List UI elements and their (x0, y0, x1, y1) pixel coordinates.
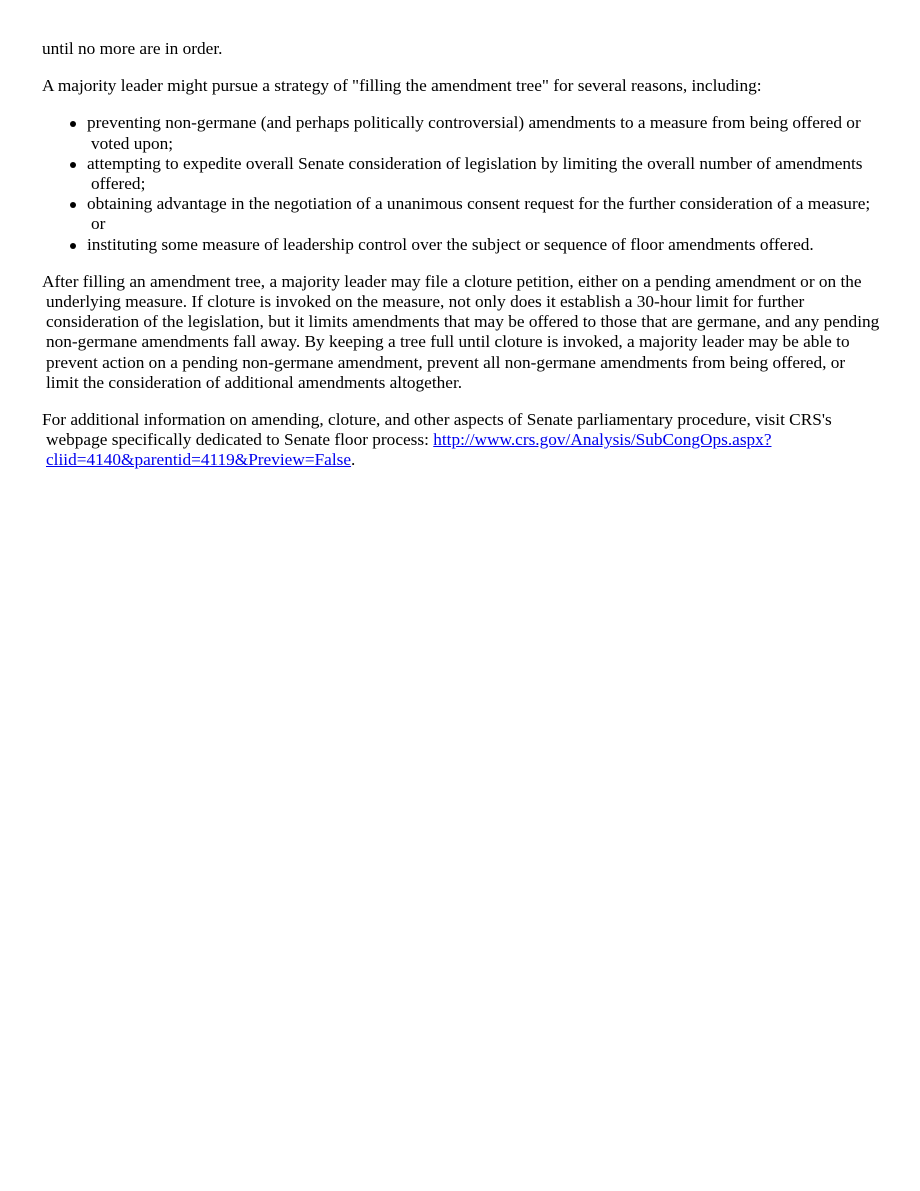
additional-info-suffix: . (351, 450, 356, 470)
bullet-icon (70, 121, 76, 127)
list-item (87, 235, 882, 255)
list-item (87, 194, 882, 234)
additional-info-paragraph (42, 410, 882, 471)
reasons-list (42, 113, 882, 254)
list-item-text: obtaining advantage in the negotiation of a unanimous consent request for the further consideration of a measure; or (87, 194, 871, 234)
crs-floor-process-link[interactable]: http://www.crs.gov/Analysis/SubCongOps.aspx?cliid=4140&parentid=4119&Preview=False (46, 430, 772, 470)
list-item (87, 154, 882, 194)
additional-info-text: For additional information on amending, cloture, and other aspects of Senate parliamentary procedure, visit CRS's webpage specifically dedicated to Senate floor process: (42, 410, 832, 450)
list-item-text: preventing non-germane (and perhaps politically controversial) amendments to a measure from being offered or voted upon; (87, 113, 861, 153)
reasons-intro: A majority leader might pursue a strategy of "filling the amendment tree" for several reasons, including: (42, 76, 762, 96)
list-item-text: instituting some measure of leadership control over the subject or sequence of floor amendments offered. (87, 234, 814, 254)
document-page (0, 0, 882, 471)
continuation-text: until no more are in order. (42, 39, 223, 58)
bullet-icon (70, 162, 76, 168)
bullet-icon (70, 243, 76, 249)
bullet-icon (70, 202, 76, 208)
list-item-text: attempting to expedite overall Senate consideration of legislation by limiting the overall number of amendments offered; (87, 153, 863, 194)
list-item (87, 113, 882, 153)
cloture-paragraph: After filling an amendment tree, a majority leader may file a cloture petition, either on a pending amendment or on the underlying measure. If cloture is invoked on the measure, not only does it establish a 30-hour limit for further consideration of the legislation, but it limits amendments that may be offered to those that are germane, and any pending non-germane amendments fall away. By keeping a tree full until cloture is invoked, a majority leader may be able to prevent action on a pending non-germane amendment, prevent all non-germane amendments from being offered, or limit the consideration of additional amendments altogether. (42, 271, 880, 392)
